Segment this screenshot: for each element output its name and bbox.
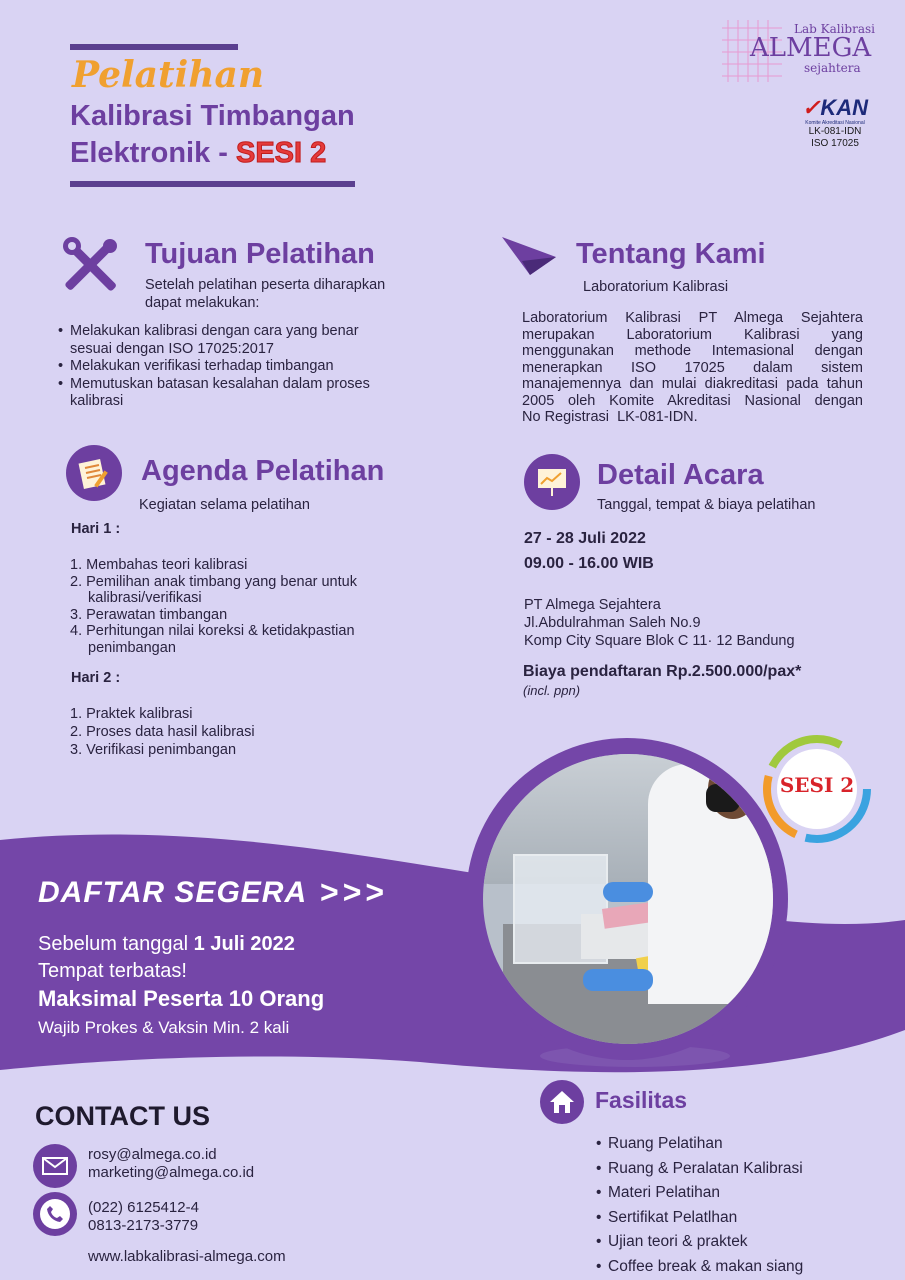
agenda-item: 1. Membahas teori kalibrasi (70, 557, 248, 573)
register-before-prefix: Sebelum tanggal (38, 933, 194, 955)
tujuan-item: • Memutuskan batasan kesalahan dalam proses kalibrasi (58, 376, 398, 411)
agenda-subheading: Kegiatan selama pelatihan (139, 497, 310, 513)
header-top-bar (70, 44, 238, 50)
phone-icon (33, 1192, 77, 1236)
fee-note: (incl. ppn) (523, 683, 581, 698)
title-line-2 (70, 135, 326, 171)
tools-icon (62, 236, 120, 294)
venue-2: Jl.Abdulrahman Saleh No.9 (524, 615, 701, 631)
register-arrows: >>> (320, 874, 389, 910)
agenda-item: 4. Perhitungan nilai koreksi & ketidakpastian (70, 623, 355, 639)
venue-1: PT Almega Sejahtera (524, 597, 661, 613)
register-prokes: Wajib Prokes & Vaksin Min. 2 kali (38, 1018, 290, 1037)
email-2[interactable]: marketing@almega.co.id (88, 1164, 255, 1181)
agenda-item: 1. Praktek kalibrasi (70, 706, 193, 722)
almega-logo (722, 18, 877, 86)
day1-list (70, 557, 400, 656)
fasilitas-item: • Ruang Pelatihan (596, 1132, 803, 1157)
phone-2[interactable]: 0813-2173-3779 (88, 1217, 199, 1234)
title-line-2-text: Elektronik - (70, 137, 236, 169)
header-bottom-bar (70, 181, 355, 187)
tentang-line: menggunakan methode Intemasional dengan (522, 343, 863, 359)
tujuan-intro-1: Setelah pelatihan peserta diharapkan (145, 277, 386, 293)
tentang-line: manajemennya dan mulai diakreditasi pada tahun (522, 376, 863, 392)
tentang-line: menerapkan ISO 17025 dalam sistem (522, 359, 863, 376)
fasilitas-item: • Coffee break & makan siang (596, 1255, 803, 1280)
detail-subheading: Tanggal, tempat & biaya pelatihan (597, 497, 816, 513)
fasilitas-item: • Materi Pelatihan (596, 1181, 803, 1206)
agenda-item: 3. Verifikasi penimbangan (70, 742, 237, 758)
fasilitas-item: • Sertifikat Pelatlhan (596, 1206, 803, 1231)
register-before (38, 933, 295, 956)
phone-1[interactable]: (022) 6125412-4 (88, 1199, 199, 1216)
title-session: SESI 2 (236, 137, 327, 169)
day2-list (70, 705, 400, 759)
event-time: 09.00 - 16.00 WIB (524, 555, 654, 572)
register-max: Maksimal Peserta 10 Orang (38, 986, 325, 1011)
lab-label: Lab Kalibrasi (794, 22, 875, 36)
title-line-1: Kalibrasi Timbangan (70, 100, 355, 132)
fasilitas-item: • Ruang & Peralatan Kalibrasi (596, 1157, 803, 1182)
website-link[interactable]: www.labkalibrasi-almega.com (88, 1248, 286, 1265)
tujuan-intro-2: dapat melakukan: (145, 295, 260, 311)
document-icon (66, 445, 122, 501)
fasilitas-list (596, 1132, 803, 1279)
presentation-icon (524, 454, 580, 510)
home-icon (540, 1080, 584, 1124)
register-title: DAFTAR SEGERA (38, 876, 308, 909)
session-badge (763, 735, 871, 843)
technician-glove (583, 969, 653, 991)
tentang-heading: Tentang Kami (576, 238, 766, 270)
agenda-item: 3. Perawatan timbangan (70, 606, 228, 623)
tujuan-item: • Melakukan kalibrasi dengan cara yang benar sesuai dengan ISO 17025:2017 (58, 323, 398, 358)
tentang-subheading: Laboratorium Kalibrasi (583, 279, 729, 295)
title-script: Pelatihan (72, 54, 264, 96)
brand-suffix: sejahtera (804, 61, 861, 75)
agenda-item: 2. Proses data hasil kalibrasi (70, 724, 255, 740)
lab-photo (483, 754, 773, 1044)
tentang-line: 2005 oleh Komite Akreditasi Nasional dengan (522, 392, 863, 409)
tujuan-list (58, 323, 398, 411)
tentang-line: No Registrasi LK-081-IDN. (522, 409, 698, 425)
tentang-line: Laboratorium Kalibrasi PT Almega Sejahtera (522, 310, 863, 326)
paper-plane-icon (500, 235, 558, 281)
contact-title: CONTACT US (35, 1101, 210, 1131)
day2-label: Hari 2 : (71, 670, 121, 686)
tujuan-item: • Melakukan verifikasi terhadap timbangan (58, 358, 398, 376)
detail-heading: Detail Acara (597, 459, 764, 491)
mail-icon (33, 1144, 77, 1188)
day1-label: Hari 1 : (71, 521, 121, 537)
tentang-body (522, 310, 863, 426)
kan-iso: ISO 17025 (811, 138, 859, 149)
venue-3: Komp City Square Blok C 11· 12 Bandung (524, 633, 795, 649)
kan-number: LK-081-IDN (808, 126, 862, 137)
kan-logo-text: KAN (820, 95, 869, 120)
technician-mask (706, 784, 740, 812)
register-before-date: 1 Juli 2022 (193, 933, 295, 955)
tentang-line: merupakan Laboratorium Kalibrasi yang (522, 326, 863, 343)
agenda-item: kalibrasi/verifikasi (88, 590, 202, 606)
brand-name: ALMEGA (750, 33, 872, 63)
kan-logo: ✓KAN (801, 95, 869, 120)
fee: Biaya pendaftaran Rp.2.500.000/pax* (523, 663, 802, 680)
event-date: 27 - 28 Juli 2022 (524, 530, 646, 547)
session-badge-text: SESI 2 (779, 773, 855, 797)
email-1[interactable]: rosy@almega.co.id (88, 1146, 217, 1163)
agenda-item: 2. Pemilihan anak timbang yang benar untuk (70, 573, 357, 590)
fasilitas-item: • Ujian teori & praktek (596, 1230, 803, 1255)
agenda-item: penimbangan (88, 639, 176, 656)
tujuan-heading: Tujuan Pelatihan (145, 238, 375, 270)
kan-badge (790, 96, 880, 156)
register-limited: Tempat terbatas! (38, 960, 187, 982)
fasilitas-heading: Fasilitas (595, 1087, 688, 1113)
agenda-heading: Agenda Pelatihan (141, 455, 385, 487)
kan-sub: Komite Akreditasi Nasional (805, 120, 865, 126)
